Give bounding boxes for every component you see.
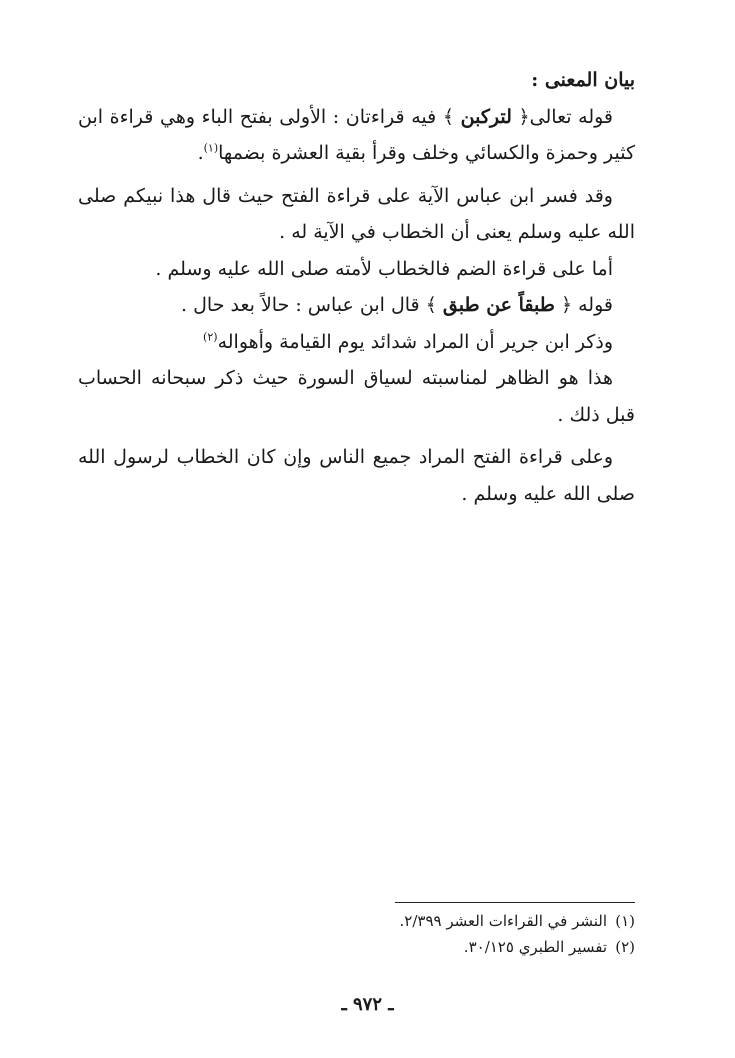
paragraph-4 — [78, 287, 635, 324]
footnote-text: النشر في القراءات العشر ٢/٣٩٩. — [399, 912, 607, 930]
footnote-1 — [235, 908, 635, 934]
footnote-ref-2: (٢) — [203, 330, 218, 344]
p1-pre: قوله تعالى — [529, 105, 614, 128]
paragraph-5 — [78, 324, 635, 361]
ornate-bracket-close: ﴾ — [425, 294, 437, 316]
p5-text: وذكر ابن جرير أن المراد شدائد يوم القيامة وأهواله — [217, 330, 613, 353]
footnote-ref-1: (١) — [203, 141, 219, 155]
footnote-divider — [395, 902, 635, 903]
paragraph-3: أما على قراءة الضم فالخطاب لأمته صلى الله عليه وسلم . — [155, 257, 613, 280]
paragraph-6: هذا هو الظاهر لمناسبته لسياق السورة حيث ذكر سبحانه الحساب قبل ذلك . — [78, 367, 635, 426]
footnote-number: (١) — [615, 912, 635, 930]
footnote-2 — [235, 934, 635, 960]
footnote-number: (٢) — [615, 938, 635, 956]
paragraph-2: وقد فسر ابن عباس الآية على قراءة الفتح حيث قال هذا نبيكم صلى الله عليه وسلم يعنى أن الخطاب في الآية له . — [78, 184, 635, 243]
p1-post: فيه قراءتان : الأولى بفتح الباء وهي قراءة ابن كثير وحمزة والكسائي وخلف وقرأ بقية العشرة بضمها — [78, 105, 635, 164]
section-heading: بيان المعنى : — [531, 69, 635, 91]
footnotes — [235, 908, 635, 960]
p4-post: قال ابن عباس : حالاً بعد حال . — [181, 294, 420, 316]
ornate-bracket-open: ﴿ — [560, 294, 573, 316]
quran-quote: طبقاً عن طبق — [442, 294, 555, 316]
page-number: ـ ٩٧٢ ـ — [341, 994, 394, 1015]
paragraph-7: وعلى قراءة الفتح المراد جميع الناس وإن كان الخطاب لرسول الله صلى الله عليه وسلم . — [78, 446, 635, 505]
paragraph-1 — [78, 99, 635, 172]
body-text — [78, 62, 635, 512]
ornate-bracket-close: ﴾ — [442, 105, 455, 128]
quran-quote: لتركبن — [460, 105, 512, 128]
p4-pre: قوله — [578, 294, 613, 316]
ornate-bracket-open: ﴿ — [518, 105, 530, 128]
p1-end: . — [197, 142, 204, 164]
footnote-text: تفسير الطبري ٣٠/١٢٥. — [463, 938, 607, 956]
